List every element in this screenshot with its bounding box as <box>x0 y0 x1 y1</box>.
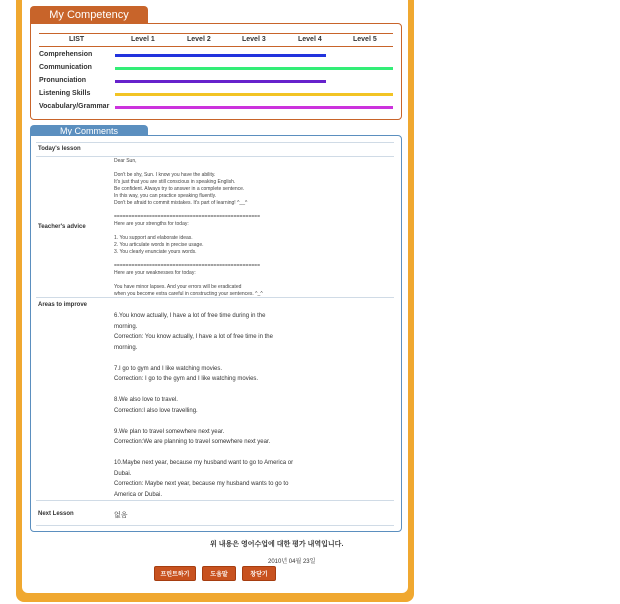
tab-my-competency: My Competency <box>30 6 148 24</box>
tab-my-comments: My Comments <box>30 125 148 136</box>
competency-row <box>39 75 393 88</box>
competency-level-bar <box>115 54 326 57</box>
competency-header <box>39 33 393 47</box>
col-header-list: LIST <box>69 36 85 43</box>
divider <box>36 142 394 143</box>
competency-level-bar <box>115 67 393 70</box>
todays-lesson-label: Today's lesson <box>38 146 81 152</box>
col-header-level-1: Level 1 <box>131 36 155 43</box>
competency-table <box>30 23 402 120</box>
evaluation-date: 2010년 04월 23일 <box>268 559 316 565</box>
divider <box>36 500 394 501</box>
competency-label: Communication <box>39 64 92 71</box>
print-button[interactable]: 프린트하기 <box>154 566 196 581</box>
help-button[interactable]: 도움말 <box>202 566 236 581</box>
close-button[interactable]: 창닫기 <box>242 566 276 581</box>
next-lesson-label: Next Lesson <box>38 511 74 517</box>
competency-row <box>39 62 393 75</box>
competency-label: Pronunciation <box>39 77 87 84</box>
areas-to-improve-text: 6.You know actually, I have a lot of free time during in the morning. Correction: You know actually, I have a lot of free time in the morning. 7.I go to gym and I like watching movies. Correction: I go to the gym and I like watching movies. 8.We also love to travel. Correction:I also love travelling. 9.We plan to travel somewhere next year. Correction:We are planning to travel somewhere next year. 10.Maybe next year, because my husband want to go to America or Dubai. Correction: Maybe next year, because my husband wants to go to America or Dubai. <box>114 313 294 498</box>
competency-level-bar <box>115 106 393 109</box>
competency-row <box>39 49 393 62</box>
col-header-level-3: Level 3 <box>242 36 266 43</box>
competency-label: Listening Skills <box>39 90 91 97</box>
areas-to-improve-label: Areas to improve <box>38 302 88 308</box>
col-header-level-4: Level 4 <box>298 36 322 43</box>
competency-row <box>39 101 393 114</box>
teachers-advice-label: Teacher's advice <box>38 224 86 230</box>
col-header-level-5: Level 5 <box>353 36 377 43</box>
evaluation-notice: 위 내용은 영어수업에 대한 평가 내역입니다. <box>210 541 344 548</box>
col-header-level-2: Level 2 <box>187 36 211 43</box>
competency-label: Vocabulary/Grammar <box>39 103 110 110</box>
next-lesson-value: 없음 <box>114 512 128 519</box>
teachers-advice-text: Dear Sun, Don't be shy, Sun. I know you have the ability. It's just that you are still conscious in speaking English. Be confident. Always try to answer in a complete sentence. In this way, you can practice speaking fluently. Don't be afraid to commit mistakes. It's part of learning! ^__^ ================================================== Here are your strengths for today: 1. You support and elaborate ideas. 2. You articulate words in precise usage. 3. You clearly enunciate yours words. ================================================== Here are your weaknesses for today: You have minor lapses. And your errors will be eradicated when you become extra careful in constructing your sentences. ^_^ <box>114 158 263 297</box>
divider <box>36 525 394 526</box>
divider <box>36 156 394 157</box>
competency-level-bar <box>115 80 326 83</box>
comments-panel <box>30 135 402 532</box>
divider <box>36 297 394 298</box>
competency-level-bar <box>115 93 393 96</box>
competency-row <box>39 88 393 101</box>
competency-label: Comprehension <box>39 51 93 58</box>
